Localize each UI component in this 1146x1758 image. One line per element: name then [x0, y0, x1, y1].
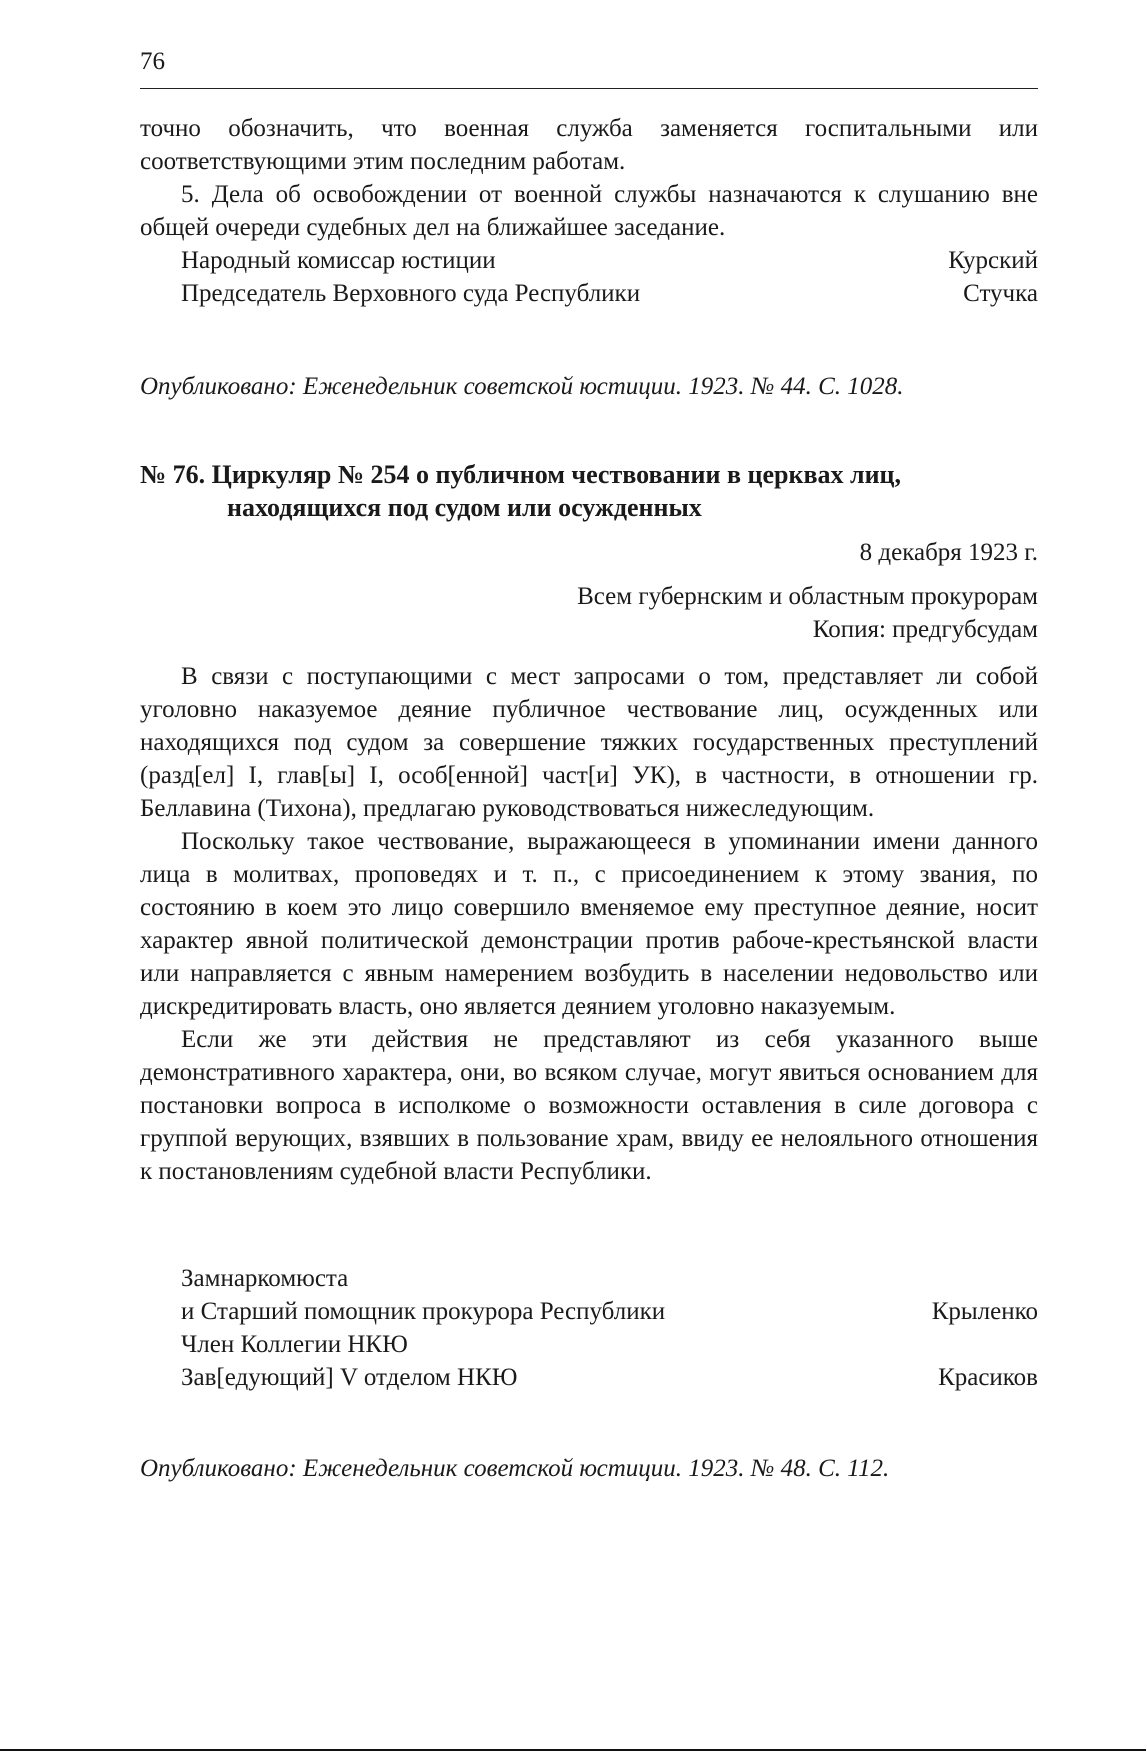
signatory-title: Член Коллегии НКЮ	[181, 1331, 408, 1358]
continuation-paragraph: точно обозначить, что военная служба заменяется госпитальными или соответствующими этим последним работам.	[140, 115, 1038, 175]
signatory-name: Стучка	[963, 280, 1038, 307]
signature-row	[181, 1295, 1038, 1328]
signatory-title: и Старший помощник прокурора Республики	[181, 1298, 666, 1325]
signature-row	[181, 1328, 1038, 1361]
continuation-text	[140, 112, 1038, 244]
signature-row	[181, 277, 1038, 310]
item-5-paragraph: 5. Дела об освобождении от военной службы назначаются к слушанию вне общей очереди судебных дел на ближайшее заседание.	[140, 181, 1038, 241]
addressee-block	[577, 580, 1038, 646]
signature-row	[181, 244, 1038, 277]
signatory-name: Красиков	[938, 1364, 1038, 1391]
body-paragraph: Поскольку такое чествование, выражающееся в упоминании имени данного лица в молитвах, проповедях и т. п., с присоединением к этому звания, по состоянию в коем это лицо совершило вменяемое ему преступное деяние, носит характер явной политической демонстрации против рабоче-крестьянской власти или направляется с явным намерением возбудить в населении недовольство или дискредитировать власть, оно является деянием уголовно наказуемым.	[140, 828, 1038, 1020]
signatory-title: Зав[едующий] V отделом НКЮ	[181, 1364, 518, 1391]
scan-bottom-edge	[0, 1749, 1146, 1751]
addressee-line: Всем губернским и областным прокурорам	[577, 583, 1038, 610]
signature-row	[181, 1361, 1038, 1394]
body-paragraph: Если же эти действия не представляют из себя указанного выше демонстративного характера, они, во всяком случае, могут явиться основанием для постановки вопроса в исполкоме о возможности оставления в силе договора с группой верующих, взявших в пользование храм, ввиду ее нелояльного отношения к постановлениям судебной власти Республики.	[140, 1026, 1038, 1185]
document-title	[140, 458, 1038, 524]
body-paragraph: В связи с поступающими с мест запросами о том, представляет ли собой уголовно наказуемое деяние публичное чествование лиц, осужденных или находящихся под судом за совершение тяжких государственных преступлений (разд[ел] I, глав[ы] I, особ[енной] част[и] УК), в частности, в отношении гр. Беллавина (Тихона), предлагаю руководствоваться нижеследующим.	[140, 663, 1038, 822]
publication-note-2: Опубликовано: Еженедельник советской юстиции. 1923. № 48. С. 112.	[140, 1455, 890, 1482]
header-rule	[140, 88, 1038, 89]
signature-block-2	[181, 1262, 1038, 1394]
signatory-name: Крыленко	[931, 1298, 1038, 1325]
signatory-title: Председатель Верховного суда Республики	[181, 280, 641, 307]
title-line-1: № 76. Циркуляр № 254 о публичном чествовании в церквах лиц,	[140, 460, 902, 489]
book-page	[140, 0, 1038, 1758]
signature-row	[181, 1262, 1038, 1295]
publication-note-1: Опубликовано: Еженедельник советской юстиции. 1923. № 44. С. 1028.	[140, 373, 904, 400]
signature-block-1	[181, 244, 1038, 310]
page-number: 76	[140, 48, 165, 75]
signatory-title: Замнаркомюста	[181, 1265, 349, 1292]
copy-line: Копия: предгубсудам	[812, 616, 1038, 643]
title-line-2: находящихся под судом или осужденных	[227, 493, 702, 522]
document-date: 8 декабря 1923 г.	[859, 539, 1038, 566]
signatory-name: Курский	[948, 247, 1038, 274]
document-body	[140, 660, 1038, 1188]
signatory-title: Народный комиссар юстиции	[181, 247, 496, 274]
